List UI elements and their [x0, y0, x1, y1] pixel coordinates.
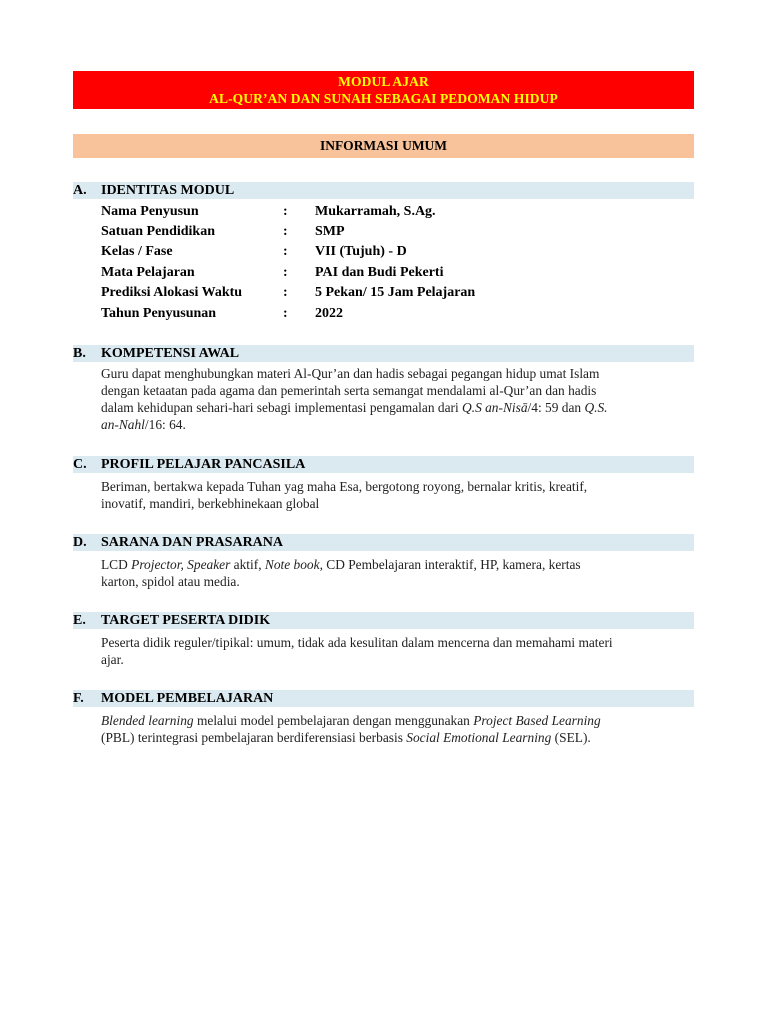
identity-label: Satuan Pendidikan: [101, 224, 215, 239]
text-run: /4: 59 dan: [527, 400, 585, 415]
identity-colon: :: [283, 224, 288, 239]
identity-label: Kelas / Fase: [101, 244, 173, 259]
section-header-kompetensi: [73, 345, 694, 362]
section-letter: E.: [73, 613, 86, 628]
identity-value: PAI dan Budi Pekerti: [315, 265, 444, 280]
text-line: Guru dapat menghubungkan materi Al-Qur’an dan hadis sebagai pegangan hidup umat Islam: [101, 366, 600, 381]
identity-row-nama: [101, 202, 701, 222]
section-header-profil: [73, 456, 694, 473]
text-run: dalam kehidupan sehari-hari sebagi implementasi pengamalan dari: [101, 400, 463, 415]
identity-row-satuan: [101, 222, 701, 242]
text-run: aktif,: [230, 557, 265, 572]
surah-ref: an-Nahl: [101, 417, 145, 432]
profil-text: [101, 478, 695, 512]
kompetensi-text: [101, 365, 695, 433]
text-line: karton, spidol atau media.: [101, 574, 240, 589]
identity-colon: :: [283, 285, 288, 300]
sarana-text: [101, 556, 695, 590]
text-line: ajar.: [101, 652, 124, 667]
identity-row-kelas: [101, 242, 701, 262]
identity-colon: :: [283, 265, 288, 280]
italic-term: Blended learning: [101, 713, 194, 728]
module-title: MODUL AJAR: [338, 74, 429, 89]
section-title: TARGET PESERTA DIDIK: [101, 613, 271, 628]
identity-value: 5 Pekan/ 15 Jam Pelajaran: [315, 285, 476, 300]
section-title: IDENTITAS MODUL: [101, 183, 235, 198]
identity-label: Prediksi Alokasi Waktu: [101, 285, 243, 300]
identity-label: Mata Pelajaran: [101, 265, 195, 280]
italic-term: Social Emotional Learning: [406, 730, 552, 745]
model-text: [101, 712, 695, 746]
identity-row-alokasi: [101, 283, 701, 303]
identity-label: Tahun Penyusunan: [101, 306, 217, 321]
section-title: PROFIL PELAJAR PANCASILA: [101, 457, 306, 472]
text-run: , CD Pembelajaran interaktif, HP, kamera, kertas: [319, 557, 581, 572]
identity-colon: :: [283, 306, 288, 321]
section-header-sarana: [73, 534, 694, 551]
text-line: [101, 399, 695, 416]
identity-value: Mukarramah, S.Ag.: [315, 204, 436, 219]
text-run: (SEL).: [551, 730, 591, 745]
italic-term: Note book: [264, 557, 320, 572]
text-run: melalui model pembelajaran dengan menggunakan: [193, 713, 474, 728]
text-line: Peserta didik reguler/tipikal: umum, tidak ada kesulitan dalam mencerna dan memahami materi: [101, 635, 613, 650]
section-header-model: [73, 690, 694, 707]
text-line: inovatif, mandiri, berkebhinekaan global: [101, 496, 320, 511]
section-header-target: [73, 612, 694, 629]
italic-term: Projector, Speaker: [131, 557, 231, 572]
general-info-banner: INFORMASI UMUM: [73, 134, 694, 158]
text-line: dengan ketaatan pada agama dan pemerintah serta semangat mendalami al-Qur’an dan hadis: [101, 383, 597, 398]
text-line: Beriman, bertakwa kepada Tuhan yag maha Esa, bergotong royong, bernalar kritis, kreatif,: [101, 479, 588, 494]
text-line: [101, 416, 695, 433]
identity-colon: :: [283, 244, 288, 259]
identity-value: 2022: [315, 306, 343, 321]
identity-value: SMP: [315, 224, 345, 239]
section-letter: F.: [73, 691, 84, 706]
identity-colon: :: [283, 204, 288, 219]
section-letter: A.: [73, 183, 87, 198]
identity-row-mapel: [101, 263, 701, 283]
italic-term: Project Based Learning: [473, 713, 601, 728]
section-letter: B.: [73, 346, 86, 361]
section-header-identitas: [73, 182, 694, 199]
text-line: [101, 556, 695, 573]
section-title: KOMPETENSI AWAL: [101, 346, 240, 361]
text-run: LCD: [101, 557, 132, 572]
section-letter: D.: [73, 535, 87, 550]
identity-label: Nama Penyusun: [101, 204, 199, 219]
identity-value: VII (Tujuh) - D: [315, 244, 407, 259]
surah-ref: Q.S an-Nisā: [462, 400, 528, 415]
module-title-banner: [73, 71, 694, 109]
text-run: /16: 64.: [144, 417, 186, 432]
section-title: SARANA DAN PRASARANA: [101, 535, 284, 550]
text-line: [101, 712, 695, 729]
module-subtitle: AL-QUR’AN DAN SUNAH SEBAGAI PEDOMAN HIDUP: [209, 91, 558, 106]
text-run: (PBL) terintegrasi pembelajaran berdiferensiasi berbasis: [101, 730, 407, 745]
target-text: [101, 634, 695, 668]
section-letter: C.: [73, 457, 87, 472]
surah-ref: Q.S.: [584, 400, 608, 415]
section-title: MODEL PEMBELAJARAN: [101, 691, 274, 706]
identity-row-tahun: [101, 304, 701, 324]
text-line: [101, 729, 695, 746]
